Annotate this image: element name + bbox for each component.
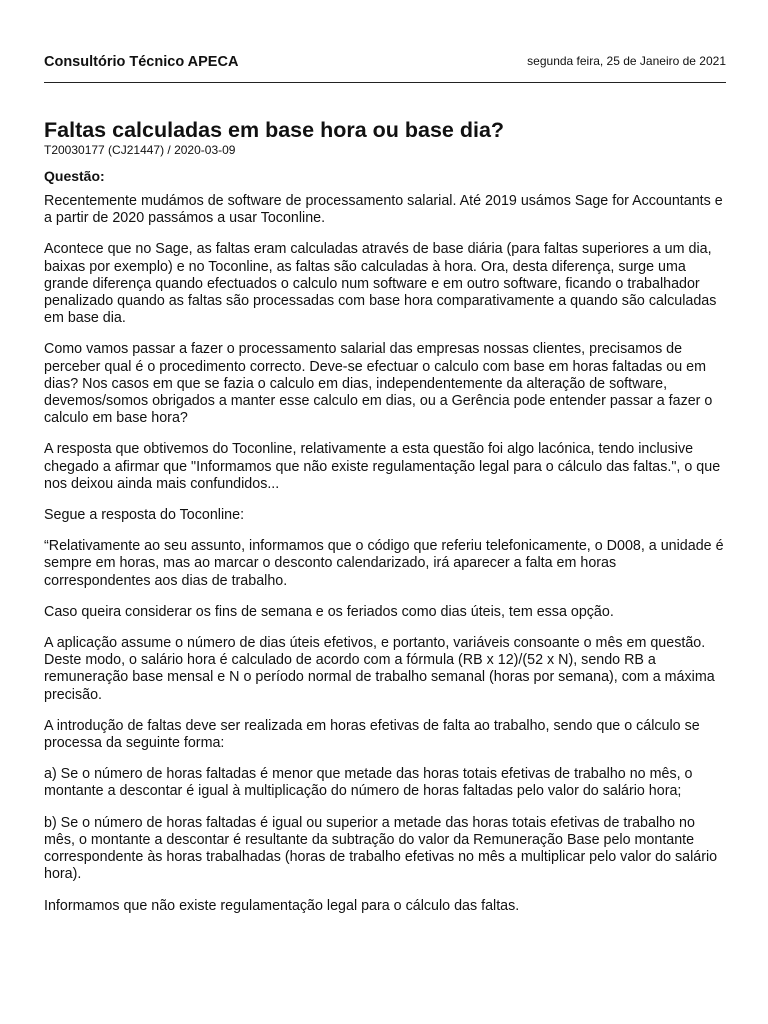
organization-name: Consultório Técnico APECA xyxy=(44,54,239,70)
paragraph: Segue a resposta do Toconline: xyxy=(44,507,245,524)
question-label: Questão: xyxy=(44,168,105,184)
paragraph: Como vamos passar a fazer o processamento salarial das empresas nossas clientes, precisamos de perceber qual é o procedimento correcto. Deve-se efectuar o calculo com base em horas faltadas ou em dias? Nos casos em que se fazia o calculo em dias, independentemente da alteração de software, devemos/somos obrigados a manter esse calculo em dias, ou a Gerência pode entender passar a fazer o calculo em base hora? xyxy=(44,341,713,427)
paragraph: Recentemente mudámos de software de processamento salarial. Até 2019 usámos Sage for Accountants e a partir de 2020 passámos a usar Toconline. xyxy=(44,193,723,227)
paragraph: b) Se o número de horas faltadas é igual ou superior a metade das horas totais efetivas de trabalho no mês, o montante a descontar é resultante da subtração do valor da Remuneração Base pelo montante correspondente às horas trabalhadas (horas de trabalho efetivas no mês a multiplicar pelo valor do salário hora). xyxy=(44,814,718,883)
article-reference: T20030177 (CJ21447) / 2020-03-09 xyxy=(44,143,236,157)
header-date: segunda feira, 25 de Janeiro de 2021 xyxy=(527,54,726,68)
article-body xyxy=(44,193,726,915)
paragraph: A introdução de faltas deve ser realizada em horas efetivas de falta ao trabalho, sendo que o cálculo se processa da seguinte forma: xyxy=(44,717,700,752)
paragraph: “Relativamente ao seu assunto, informamos que o código que referiu telefonicamente, o D008, a unidade é sempre em horas, mas ao marcar o desconto calendarizado, irá aparecer a falta em horas correspondentes aos dias de trabalho. xyxy=(44,538,724,589)
paragraph: A aplicação assume o número de dias úteis efetivos, e portanto, variáveis consoante o mês em questão. Deste modo, o salário hora é calculado de acordo com a fórmula (RB x 12)/(52 x N), sendo RB a remuneração base mensal e N o período normal de trabalho semanal (horas por semana), com a máxima precisão. xyxy=(44,635,715,703)
article-title: Faltas calculadas em base hora ou base dia? xyxy=(44,118,505,142)
paragraph: A resposta que obtivemos do Toconline, relativamente a esta questão foi algo lacónica, tendo inclusive chegado a afirmar que "Informamos que não existe regulamentação legal para o cálculo das faltas.", o que nos deixou ainda mais confundidos... xyxy=(44,441,721,492)
paragraph: Informamos que não existe regulamentação legal para o cálculo das faltas. xyxy=(44,897,520,914)
paragraph: Caso queira considerar os fins de semana e os feriados como dias úteis, tem essa opção. xyxy=(44,603,614,620)
paragraph: Acontece que no Sage, as faltas eram calculadas através de base diária (para faltas superiores a um dia, baixas por exemplo) e no Toconline, as faltas são calculadas à hora. Ora, desta diferença, surge uma grande diferença quando efectuados o calculo num software e em outro software, ficando o trabalhador penalizado quando as faltas são processadas com base hora comparativamente a quando são calculadas em base dia. xyxy=(44,241,717,327)
document-page xyxy=(44,0,726,929)
document-header xyxy=(44,0,726,83)
paragraph: a) Se o número de horas faltadas é menor que metade das horas totais efetivas de trabalho no mês, o montante a descontar é igual à multiplicação do número de horas faltadas pelo valor do salário hora; xyxy=(44,766,693,800)
